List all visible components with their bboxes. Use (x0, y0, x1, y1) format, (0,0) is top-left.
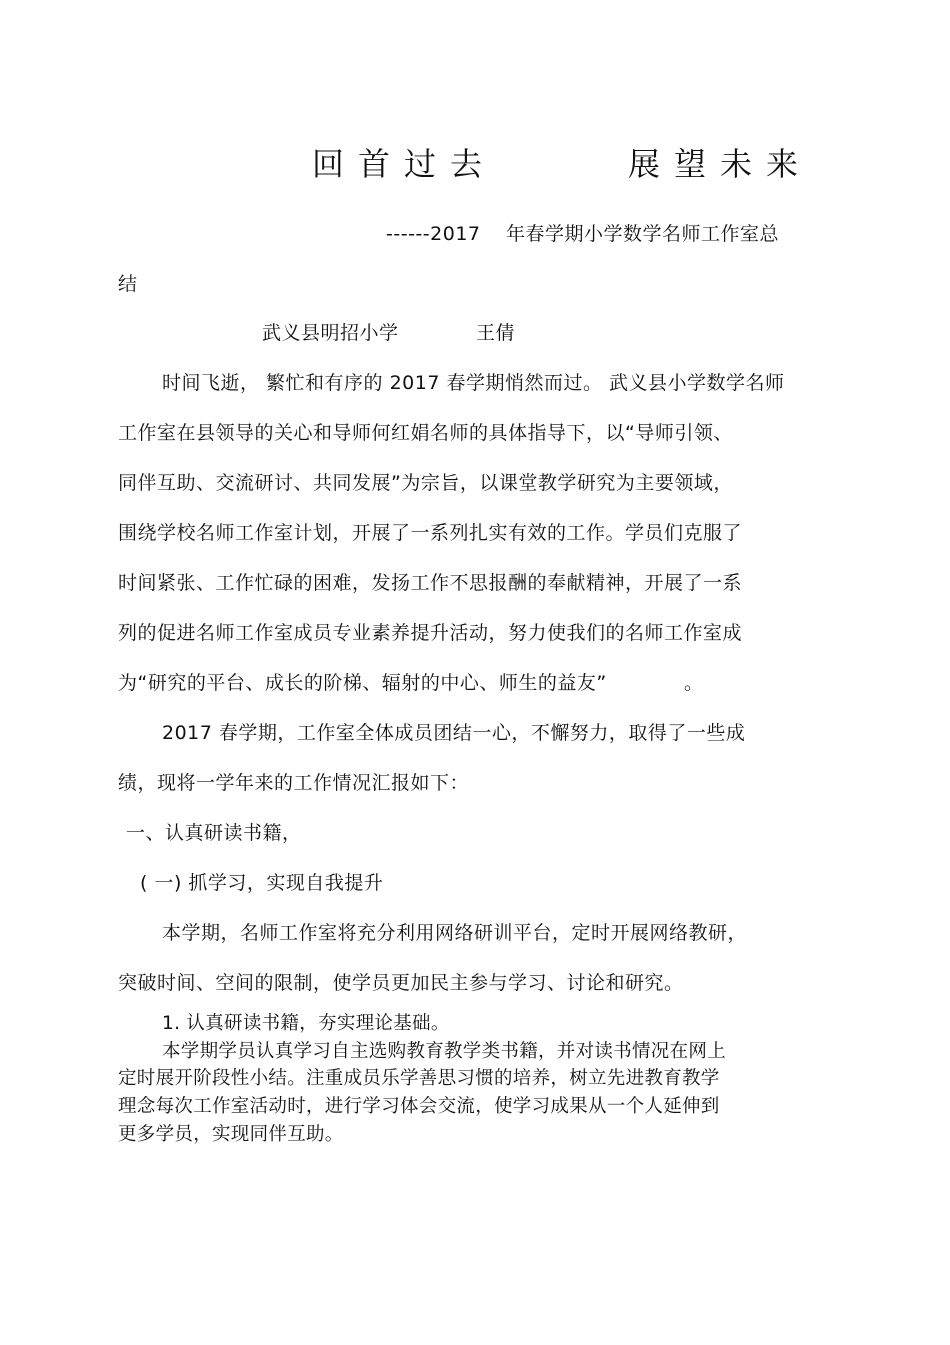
paragraph-line: 本学期学员认真学习自主选购教育教学类书籍，并对读书情况在网上 (162, 1041, 727, 1062)
paragraph-line: 列的促进名师工作室成员专业素养提升活动，努力使我们的名师工作室成 (118, 622, 743, 644)
paragraph-line: 。 (684, 672, 704, 694)
subtitle-wrap: 结 (118, 273, 138, 295)
school-name: 武义县明招小学 (262, 322, 399, 344)
section-heading: 一、认真研读书籍， (126, 822, 302, 844)
paragraph-line: 更多学员，实现同伴互助。 (118, 1124, 344, 1145)
subtitle-year: ------2017 (386, 223, 481, 245)
paragraph-line: 围绕学校名师工作室计划，开展了一系列扎实有效的工作。学员们克服了 (118, 522, 743, 544)
subsection-heading: ( 一) 抓学习，实现自我提升 (140, 872, 384, 894)
paragraph-line: 突破时间、空间的限制，使学员更加民主参与学习、讨论和研究。 (118, 972, 684, 994)
subtitle-text: 年春学期小学数学名师工作室总 (506, 223, 780, 245)
paragraph-line: 为“研究的平台、成长的阶梯、辐射的中心、师生的益友” (118, 672, 607, 694)
paragraph-line: 时间紧张、工作忙碌的困难，发扬工作不思报酬的奉献精神，开展了一系 (118, 572, 743, 594)
paragraph-line: 同伴互助、交流研讨、共同发展”为宗旨，以课堂教学研究为主要领域， (118, 472, 733, 494)
title-left: 回首过去 (312, 145, 497, 183)
paragraph-line: 理念每次工作室活动时，进行学习体会交流，使学习成果从一个人延伸到 (118, 1096, 720, 1117)
paragraph-line: 绩，现将一学年来的工作情况汇报如下： (118, 772, 470, 794)
paragraph-line: 定时展开阶段性小结。注重成员乐学善思习惯的培养，树立先进教育教学 (118, 1068, 720, 1089)
paragraph-line: 工作室在县领导的关心和导师何红娟名师的具体指导下，以“导师引领、 (118, 422, 733, 444)
author-name: 王倩 (476, 322, 516, 344)
paragraph-line: 时间飞逝， 繁忙和有序的 2017 春学期悄然而过。 武义县小学数学名师 (162, 372, 785, 394)
paragraph-line: 2017 春学期，工作室全体成员团结一心，不懈努力，取得了一些成 (162, 722, 746, 744)
paragraph-line: 本学期，名师工作室将充分利用网络研训平台，定时开展网络教研， (162, 922, 748, 944)
numbered-item: 1. 认真研读书籍，夯实理论基础。 (162, 1013, 450, 1034)
title-right: 展望未来 (628, 145, 813, 183)
